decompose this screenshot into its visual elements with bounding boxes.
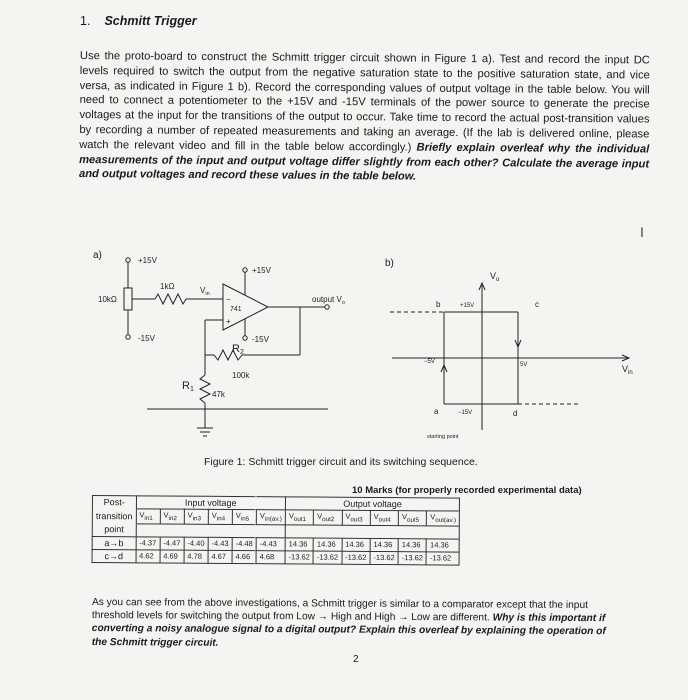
header-vout4-main: V (373, 511, 379, 522)
header-vin-avg-main: V (259, 511, 265, 521)
header-vin3-main: V (187, 510, 193, 520)
label-supply-bottom: -15V (138, 334, 155, 343)
label-opamp-neg-supply: -15V (252, 335, 269, 344)
cell-ab-vin2: -4.47 (160, 536, 184, 549)
figure-a-label: a) (93, 250, 102, 261)
label-input-resistor: 1kΩ (160, 282, 175, 291)
label-pos5: 5V (520, 362, 528, 368)
header-vin1-main: V (139, 510, 145, 520)
label-output (312, 295, 345, 306)
ground-resistor (200, 375, 210, 403)
header-vout4 (370, 510, 398, 525)
instructions-bold-text: Briefly explain overleaf why the individual measurements of the input and output voltage differ slightly from each other? Calculate the average input and output voltages and record these values in the table below. (78, 141, 650, 184)
cell-ab-vin3: -4.40 (184, 537, 208, 550)
figure-a-labels (98, 256, 345, 399)
section-title: Schmitt Trigger (104, 14, 197, 28)
supply-terminal-top (126, 258, 130, 262)
header-vout5-main: V (401, 512, 408, 522)
supply-terminal-bottom (126, 335, 130, 339)
header-vout-avg-main: V (430, 512, 436, 522)
header-vout3 (342, 510, 370, 525)
label-opamp: 741 (230, 306, 242, 313)
label-r1 (182, 380, 194, 393)
header-vin5-sub: in5 (240, 515, 250, 523)
header-vin5-main: V (235, 511, 241, 521)
label-vo-axis (490, 271, 500, 283)
cell-cd-vout-avg: -13.62 (426, 551, 459, 564)
cell-ab-vout4: 14.36 (370, 538, 398, 551)
cell-cd-vin3: 4.78 (184, 550, 208, 563)
label-point-c: c (535, 300, 539, 309)
header-vout-avg-sub: out(av.) (435, 516, 457, 525)
header-vout2-main: V (317, 511, 323, 521)
label-opamp-pos-supply: +15V (252, 266, 271, 275)
label-r2 (232, 343, 244, 356)
cell-cd-vout5: -13.62 (398, 551, 426, 564)
cell-ab-vout1: 14.36 (285, 537, 313, 550)
section-number: 1. (80, 14, 91, 28)
cell-cd-vin5: 4.66 (232, 550, 256, 563)
label-r2-main: R (232, 343, 240, 355)
label-vin-axis-main: V (622, 364, 629, 374)
label-r2-value: 100k (232, 371, 250, 380)
label-r1-main: R (182, 380, 190, 392)
header-vout5-sub: out5 (406, 516, 420, 524)
label-pot: 10kΩ (98, 295, 117, 304)
cell-cd-vout4: -13.62 (370, 551, 398, 564)
label-vin-main: V (200, 286, 206, 295)
cell-cd-vin-avg: 4.68 (256, 550, 285, 563)
cell-ab-vin4: -4.43 (208, 537, 232, 550)
marks-note: 10 Marks (for properly recorded experimental data) (352, 485, 582, 496)
header-vin1 (136, 509, 160, 524)
cell-cd-vin4: 4.67 (208, 550, 232, 563)
row-label-ab: a→b (92, 536, 136, 549)
header-point: point (92, 523, 136, 536)
label-starting-point: starting point (427, 434, 459, 440)
header-vin5 (232, 509, 256, 524)
label-supply-top: +15V (138, 256, 157, 265)
cell-ab-vin5: -4.48 (232, 537, 256, 550)
instructions-text: Use the proto-board to construct the Schmitt trigger circuit shown in Figure 1 a). Test and record the input DC levels required to switch the output from the negative saturation state to the positive saturation state, and vice versa, as indicated in Figure 1 b). Record the corresponding values of output voltage in the table below. You will need to connect a potentiometer to the +15V and -15V terminals of the power source to generate the precise voltages at the input for the transitions of the output to occur. Take time to record the actual post-transition values by recording a number of repeated measurements and taking an average. (If the lab is delivered online, please watch the relevant video and fill in the table below accordingly.) (79, 49, 650, 154)
header-output-group: Output voltage (285, 497, 459, 511)
opamp-neg-terminal (243, 336, 247, 340)
cell-ab-vin1: -4.37 (136, 536, 160, 549)
header-spacer-input (136, 523, 286, 537)
header-vout2 (314, 510, 342, 525)
cell-ab-vout5: 14.36 (398, 538, 426, 551)
header-vin-avg-sub: in(av.) (264, 515, 282, 523)
label-r1-value: 47k (212, 390, 225, 399)
followup-paragraph (92, 596, 620, 652)
figure-b-diagram (390, 283, 629, 430)
label-r1-sub: 1 (189, 386, 194, 393)
text-cursor-icon: I (640, 224, 644, 240)
label-vin-axis-sub: in (628, 370, 633, 376)
label-neg5: −5V (424, 359, 435, 365)
label-r2-sub: 2 (239, 349, 244, 356)
header-vin3-sub: in3 (192, 515, 201, 523)
label-vo-axis-sub: o (496, 277, 500, 283)
header-spacer-output (285, 524, 459, 538)
header-vin2 (160, 509, 184, 524)
label-output-sub: o (341, 300, 345, 306)
potentiometer (124, 288, 132, 310)
cell-cd-vout3: -13.62 (342, 551, 370, 564)
header-vout-avg (427, 511, 460, 526)
label-vin (200, 286, 210, 297)
cell-ab-vin-avg: -4.43 (256, 537, 285, 550)
table-row (92, 549, 459, 565)
cell-ab-vout-avg: 14.36 (427, 538, 460, 551)
label-point-a: a (434, 407, 439, 416)
label-vin-axis (622, 364, 633, 376)
followup-bold-text: Why is this important if converting a noisy analogue signal to a digital output? Explain this overleaf by explaining the operation of the Schmitt trigger circuit. (91, 612, 606, 649)
header-vout1-sub: out1 (293, 515, 307, 523)
cell-cd-vout2: -13.62 (313, 551, 341, 564)
header-vout1 (285, 510, 313, 525)
header-vin1-sub: in1 (144, 514, 153, 522)
cell-ab-vout2: 14.36 (313, 538, 341, 551)
output-terminal (325, 305, 329, 309)
header-vin4 (208, 509, 232, 524)
label-vo-axis-main: V (490, 271, 497, 281)
cell-cd-vin2: 4.69 (160, 549, 184, 562)
label-output-main: output V (312, 295, 342, 304)
header-vout5 (398, 511, 426, 526)
input-resistor (155, 294, 186, 304)
results-table (92, 495, 461, 565)
header-vout1-main: V (288, 511, 294, 521)
header-vout2-sub: out2 (322, 516, 335, 524)
label-vin-sub: in (205, 291, 210, 297)
header-vin4-main: V (211, 510, 217, 520)
label-neg15: −15V (458, 410, 473, 416)
header-vin4-sub: in4 (216, 515, 226, 523)
row-label-cd: c→d (92, 549, 136, 562)
page-number: 2 (353, 654, 359, 665)
header-vin-avg (256, 510, 285, 525)
label-plus15: +15V (460, 303, 475, 309)
header-vin3 (184, 509, 208, 524)
header-vout3-sub: out3 (350, 516, 363, 524)
header-post: Post- (92, 496, 136, 509)
label-point-d: d (513, 409, 518, 418)
opamp-pos-terminal (243, 268, 247, 272)
figure-b-label: b) (385, 258, 394, 269)
figure-a-circuit (124, 258, 329, 436)
label-plus: + (226, 317, 231, 326)
cell-ab-vout3: 14.36 (342, 538, 370, 551)
cell-cd-vout1: -13.62 (285, 550, 313, 563)
header-vin2-sub: in2 (168, 515, 177, 523)
label-point-b: b (436, 300, 441, 309)
header-vin2-main: V (163, 510, 169, 520)
header-vout4-sub: out4 (378, 516, 391, 524)
label-minus: − (226, 295, 231, 304)
header-transition: transition (92, 509, 136, 524)
header-input-group: Input voltage (136, 496, 286, 510)
cell-cd-vin1: 4.62 (136, 549, 160, 562)
figure-caption: Figure 1: Schmitt trigger circuit and its switching sequence. (204, 456, 478, 468)
followup-text: As you can see from the above investigations, a Schmitt trigger is similar to a comparator except that the input threshold levels for switching the output from Low → High and High → Low are different. (91, 597, 589, 624)
figure-b-labels (424, 271, 633, 440)
header-vout3-main: V (345, 511, 351, 521)
